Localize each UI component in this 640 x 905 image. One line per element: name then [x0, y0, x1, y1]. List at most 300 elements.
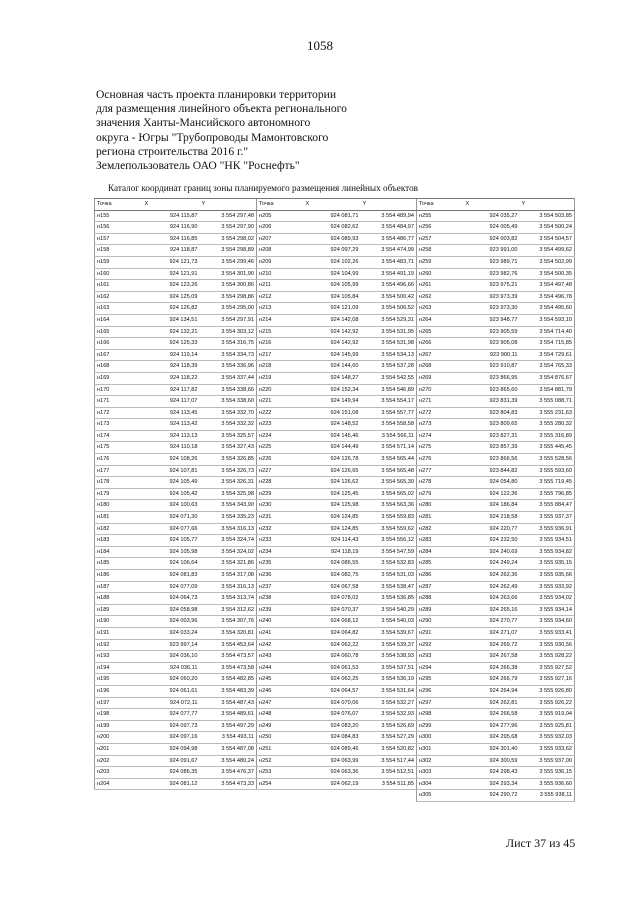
- y-coordinate: 3 554 298,89: [200, 245, 257, 257]
- table-row: [417, 245, 575, 257]
- table-row: [257, 616, 417, 628]
- table-row: [417, 338, 575, 350]
- y-coordinate: 3 554 336,96: [200, 361, 257, 373]
- x-coordinate: 923 905,08: [464, 338, 520, 350]
- x-coordinate: 924 105,49: [143, 477, 200, 489]
- x-coordinate: 924 262,49: [464, 581, 520, 593]
- y-coordinate: 3 554 532,27: [361, 697, 417, 709]
- table-row: [95, 570, 257, 582]
- table-row: [257, 291, 417, 303]
- point-id: н293: [417, 651, 464, 663]
- table-row: [257, 651, 417, 663]
- x-coordinate: 924 082,75: [304, 570, 361, 582]
- point-id: н269: [417, 372, 464, 384]
- table-row: [95, 222, 257, 234]
- point-id: н285: [417, 558, 464, 570]
- point-id: н304: [417, 778, 464, 790]
- point-id: н218: [257, 361, 304, 373]
- table-row: [417, 454, 575, 466]
- table-row: [417, 593, 575, 605]
- table-row: [95, 210, 257, 222]
- y-coordinate: 3 554 316,75: [200, 338, 257, 350]
- point-id: н208: [257, 245, 304, 257]
- x-coordinate: 924 218,58: [464, 512, 520, 524]
- y-coordinate: 3 554 593,10: [520, 314, 575, 326]
- table-row: [95, 291, 257, 303]
- y-coordinate: 3 554 337,44: [200, 372, 257, 384]
- table-row: [257, 767, 417, 779]
- x-coordinate: 924 005,49: [464, 222, 520, 234]
- y-coordinate: 3 554 565,48: [361, 465, 417, 477]
- point-id: н230: [257, 500, 304, 512]
- y-coordinate: 3 554 536,85: [361, 593, 417, 605]
- table-body: [257, 210, 417, 790]
- x-coordinate: 924 107,81: [143, 465, 200, 477]
- y-coordinate: 3 554 536,19: [361, 674, 417, 686]
- x-coordinate: 924 290,72: [464, 790, 520, 802]
- x-coordinate: 924 145,46: [304, 430, 361, 442]
- table-row: [417, 326, 575, 338]
- table-row: [417, 570, 575, 582]
- x-coordinate: 923 905,59: [464, 326, 520, 338]
- table-row: [257, 488, 417, 500]
- point-id: н290: [417, 616, 464, 628]
- x-coordinate: 924 062,19: [304, 778, 361, 790]
- table-row: [95, 396, 257, 408]
- point-id: н156: [95, 222, 143, 234]
- x-coordinate: 924 089,46: [304, 743, 361, 755]
- table-row: [417, 442, 575, 454]
- table-caption: Каталог координат границ зоны планируемого размещения линейных объектов: [108, 183, 419, 193]
- x-coordinate: 924 105,99: [304, 280, 361, 292]
- title-line: Землепользователь ОАО "НК "Роснефть": [96, 159, 300, 173]
- table-row: [95, 732, 257, 744]
- table-row: [417, 755, 575, 767]
- x-coordinate: 923 910,87: [464, 361, 520, 373]
- table-row: [95, 627, 257, 639]
- y-coordinate: 3 554 532,83: [361, 558, 417, 570]
- table-row: [417, 280, 575, 292]
- table-row: [417, 685, 575, 697]
- y-coordinate: 3 554 334,73: [200, 349, 257, 361]
- point-id: н188: [95, 593, 143, 605]
- point-id: н296: [417, 685, 464, 697]
- x-coordinate: 923 844,82: [464, 465, 520, 477]
- table-row: [95, 326, 257, 338]
- header-y: Y: [361, 199, 417, 211]
- table-row: [417, 268, 575, 280]
- x-coordinate: 924 072,11: [143, 697, 200, 709]
- point-id: н200: [95, 732, 143, 744]
- coordinates-table-1: [94, 198, 257, 790]
- x-coordinate: 924 116,85: [143, 233, 200, 245]
- point-id: н185: [95, 558, 143, 570]
- y-coordinate: 3 555 926,22: [520, 697, 575, 709]
- point-id: н263: [417, 303, 464, 315]
- point-id: н215: [257, 326, 304, 338]
- table-row: [257, 477, 417, 489]
- point-id: н251: [257, 743, 304, 755]
- y-coordinate: 3 554 338,66: [200, 384, 257, 396]
- table-row: [417, 488, 575, 500]
- y-coordinate: 3 554 538,93: [361, 651, 417, 663]
- y-coordinate: 3 555 928,22: [520, 651, 575, 663]
- point-id: н214: [257, 314, 304, 326]
- y-coordinate: 3 554 476,37: [200, 767, 257, 779]
- x-coordinate: 924 124,85: [304, 512, 361, 524]
- y-coordinate: 3 555 884,47: [520, 500, 575, 512]
- table-row: [95, 372, 257, 384]
- point-id: н295: [417, 674, 464, 686]
- x-coordinate: 924 062,25: [304, 674, 361, 686]
- y-coordinate: 3 554 482,85: [200, 674, 257, 686]
- table-row: [257, 245, 417, 257]
- x-coordinate: 924 266,58: [464, 709, 520, 721]
- point-id: н261: [417, 280, 464, 292]
- x-coordinate: 924 062,22: [304, 639, 361, 651]
- x-coordinate: 924 144,60: [304, 361, 361, 373]
- y-coordinate: 3 554 483,39: [200, 685, 257, 697]
- x-coordinate: 923 982,76: [464, 268, 520, 280]
- y-coordinate: 3 554 299,46: [200, 256, 257, 268]
- y-coordinate: 3 555 933,92: [520, 581, 575, 593]
- table-row: [95, 709, 257, 721]
- x-coordinate: 924 077,77: [143, 709, 200, 721]
- point-id: н169: [95, 372, 143, 384]
- y-coordinate: 3 554 499,62: [520, 245, 575, 257]
- table-row: [257, 512, 417, 524]
- x-coordinate: 924 071,30: [143, 512, 200, 524]
- y-coordinate: 3 554 500,42: [361, 291, 417, 303]
- point-id: н237: [257, 581, 304, 593]
- x-coordinate: 924 070,37: [304, 604, 361, 616]
- table-row: [257, 685, 417, 697]
- y-coordinate: 3 554 558,58: [361, 419, 417, 431]
- y-coordinate: 3 554 496,66: [361, 280, 417, 292]
- x-coordinate: 924 077,09: [143, 581, 200, 593]
- table-row: [95, 558, 257, 570]
- y-coordinate: 3 554 531,64: [361, 685, 417, 697]
- point-id: н253: [257, 767, 304, 779]
- y-coordinate: 3 554 473,33: [200, 778, 257, 790]
- table-row: [95, 280, 257, 292]
- x-coordinate: 924 061,61: [143, 685, 200, 697]
- y-coordinate: 3 554 500,24: [520, 222, 575, 234]
- point-id: н288: [417, 593, 464, 605]
- point-id: н233: [257, 535, 304, 547]
- title-line: региона строительства 2016 г.": [96, 144, 249, 158]
- table-row: [417, 233, 575, 245]
- table-row: [257, 627, 417, 639]
- point-id: н289: [417, 604, 464, 616]
- table-row: [95, 430, 257, 442]
- table-row: [417, 616, 575, 628]
- x-coordinate: 924 076,07: [304, 709, 361, 721]
- point-id: н196: [95, 685, 143, 697]
- point-id: н282: [417, 523, 464, 535]
- point-id: н162: [95, 291, 143, 303]
- point-id: н175: [95, 442, 143, 454]
- x-coordinate: 924 110,18: [143, 442, 200, 454]
- table-row: [95, 303, 257, 315]
- table-row: [417, 627, 575, 639]
- y-coordinate: 3 554 312,62: [200, 604, 257, 616]
- y-coordinate: 3 554 298,86: [200, 291, 257, 303]
- table-row: [417, 720, 575, 732]
- x-coordinate: 924 264,94: [464, 685, 520, 697]
- table-row: [95, 477, 257, 489]
- y-coordinate: 3 554 532,93: [361, 709, 417, 721]
- y-coordinate: 3 554 529,31: [361, 314, 417, 326]
- x-coordinate: 923 973,39: [464, 291, 520, 303]
- y-coordinate: 3 555 937,00: [520, 755, 575, 767]
- y-coordinate: 3 554 327,43: [200, 442, 257, 454]
- table-row: [95, 407, 257, 419]
- x-coordinate: 924 097,29: [304, 245, 361, 257]
- table-row: [417, 604, 575, 616]
- x-coordinate: 924 270,77: [464, 616, 520, 628]
- point-id: н179: [95, 488, 143, 500]
- table-row: [95, 685, 257, 697]
- x-coordinate: 924 220,77: [464, 523, 520, 535]
- table-row: [95, 419, 257, 431]
- y-coordinate: 3 554 495,60: [520, 303, 575, 315]
- x-coordinate: 923 857,39: [464, 442, 520, 454]
- table-row: [95, 535, 257, 547]
- x-coordinate: 924 089,93: [304, 233, 361, 245]
- title-line: для размещения линейного объекта регионального: [96, 102, 347, 116]
- y-coordinate: 3 555 528,56: [520, 454, 575, 466]
- y-coordinate: 3 555 935,66: [520, 570, 575, 582]
- coordinates-table-3: [416, 198, 575, 802]
- point-id: н180: [95, 500, 143, 512]
- header-x: X: [304, 199, 361, 211]
- point-id: н246: [257, 685, 304, 697]
- table-row: [417, 303, 575, 315]
- table-row: [95, 256, 257, 268]
- sheet-number: Лист 37 из 45: [506, 836, 576, 850]
- table-row: [417, 512, 575, 524]
- x-coordinate: 924 084,83: [304, 732, 361, 744]
- x-coordinate: 924 186,84: [464, 500, 520, 512]
- table-row: [257, 709, 417, 721]
- x-coordinate: 924 121,91: [143, 268, 200, 280]
- x-coordinate: 924 086,55: [304, 558, 361, 570]
- y-coordinate: 3 555 930,56: [520, 639, 575, 651]
- y-coordinate: 3 554 313,74: [200, 593, 257, 605]
- y-coordinate: 3 554 563,36: [361, 500, 417, 512]
- table-row: [257, 349, 417, 361]
- point-id: н223: [257, 419, 304, 431]
- point-id: н270: [417, 384, 464, 396]
- table-row: [95, 512, 257, 524]
- x-coordinate: 924 132,21: [143, 326, 200, 338]
- x-coordinate: 924 122,36: [464, 488, 520, 500]
- x-coordinate: 924 064,57: [304, 685, 361, 697]
- x-coordinate: 924 081,71: [304, 210, 361, 222]
- x-coordinate: 924 121,73: [143, 256, 200, 268]
- x-coordinate: 924 145,99: [304, 349, 361, 361]
- y-coordinate: 3 555 935,15: [520, 558, 575, 570]
- x-coordinate: 924 123,26: [143, 280, 200, 292]
- point-id: н190: [95, 616, 143, 628]
- point-id: н236: [257, 570, 304, 582]
- point-id: н206: [257, 222, 304, 234]
- x-coordinate: 924 064,82: [304, 627, 361, 639]
- table-row: [417, 558, 575, 570]
- table-row: [257, 662, 417, 674]
- point-id: н220: [257, 384, 304, 396]
- table-row: [417, 674, 575, 686]
- title-line: округа - Югры "Трубопроводы Мамонтовского: [96, 130, 329, 144]
- point-id: н213: [257, 303, 304, 315]
- y-coordinate: 3 554 534,13: [361, 349, 417, 361]
- y-coordinate: 3 554 714,40: [520, 326, 575, 338]
- table-row: [257, 500, 417, 512]
- y-coordinate: 3 554 297,91: [200, 314, 257, 326]
- x-coordinate: 924 105,77: [143, 535, 200, 547]
- point-id: н221: [257, 396, 304, 408]
- table-body: [417, 210, 575, 801]
- table-row: [257, 732, 417, 744]
- x-coordinate: 924 125,33: [143, 338, 200, 350]
- x-coordinate: 924 097,73: [143, 720, 200, 732]
- point-id: н245: [257, 674, 304, 686]
- table-row: [257, 256, 417, 268]
- y-coordinate: 3 555 936,15: [520, 767, 575, 779]
- x-coordinate: 924 078,02: [304, 593, 361, 605]
- point-id: н191: [95, 627, 143, 639]
- x-coordinate: 924 060,20: [143, 674, 200, 686]
- table-row: [417, 709, 575, 721]
- table-row: [95, 523, 257, 535]
- point-id: н276: [417, 454, 464, 466]
- table-row: [417, 314, 575, 326]
- point-id: н155: [95, 210, 143, 222]
- y-coordinate: 3 554 297,48: [200, 210, 257, 222]
- table-row: [417, 697, 575, 709]
- y-coordinate: 3 554 497,29: [200, 720, 257, 732]
- table-row: [95, 778, 257, 790]
- point-id: н167: [95, 349, 143, 361]
- y-coordinate: 3 554 489,61: [200, 709, 257, 721]
- point-id: н287: [417, 581, 464, 593]
- y-coordinate: 3 555 316,89: [520, 430, 575, 442]
- y-coordinate: 3 555 593,60: [520, 465, 575, 477]
- y-coordinate: 3 554 489,94: [361, 210, 417, 222]
- table-row: [95, 743, 257, 755]
- point-id: н198: [95, 709, 143, 721]
- y-coordinate: 3 554 332,32: [200, 419, 257, 431]
- y-coordinate: 3 554 295,00: [200, 303, 257, 315]
- point-id: н222: [257, 407, 304, 419]
- point-id: н212: [257, 291, 304, 303]
- y-coordinate: 3 554 729,61: [520, 349, 575, 361]
- point-id: н166: [95, 338, 143, 350]
- point-id: н168: [95, 361, 143, 373]
- x-coordinate: 924 119,14: [143, 349, 200, 361]
- x-coordinate: 924 118,87: [143, 245, 200, 257]
- point-id: н210: [257, 268, 304, 280]
- x-coordinate: 924 262,81: [464, 697, 520, 709]
- y-coordinate: 3 554 474,99: [361, 245, 417, 257]
- point-id: н182: [95, 523, 143, 535]
- point-id: н195: [95, 674, 143, 686]
- y-coordinate: 3 554 540,29: [361, 604, 417, 616]
- table-row: [95, 755, 257, 767]
- table-row: [95, 639, 257, 651]
- y-coordinate: 3 554 502,99: [520, 256, 575, 268]
- table-row: [257, 743, 417, 755]
- table-row: [257, 720, 417, 732]
- y-coordinate: 3 554 542,55: [361, 372, 417, 384]
- y-coordinate: 3 554 335,23: [200, 512, 257, 524]
- point-id: н280: [417, 500, 464, 512]
- table-row: [257, 361, 417, 373]
- y-coordinate: 3 554 486,77: [361, 233, 417, 245]
- point-id: н228: [257, 477, 304, 489]
- y-coordinate: 3 555 088,71: [520, 396, 575, 408]
- x-coordinate: 923 948,77: [464, 314, 520, 326]
- point-id: н255: [417, 210, 464, 222]
- header-y: Y: [200, 199, 257, 211]
- y-coordinate: 3 554 881,79: [520, 384, 575, 396]
- y-coordinate: 3 555 933,41: [520, 627, 575, 639]
- x-coordinate: 924 293,34: [464, 778, 520, 790]
- x-coordinate: 924 249,24: [464, 558, 520, 570]
- x-coordinate: 923 809,65: [464, 419, 520, 431]
- y-coordinate: 3 555 927,52: [520, 662, 575, 674]
- x-coordinate: 924 070,06: [304, 697, 361, 709]
- table-row: [417, 523, 575, 535]
- table-row: [417, 535, 575, 547]
- y-coordinate: 3 555 919,04: [520, 709, 575, 721]
- table-header-row: [257, 199, 417, 211]
- y-coordinate: 3 554 324,02: [200, 546, 257, 558]
- table-row: [257, 535, 417, 547]
- y-coordinate: 3 554 493,11: [200, 732, 257, 744]
- x-coordinate: 924 081,83: [143, 570, 200, 582]
- point-id: н159: [95, 256, 143, 268]
- x-coordinate: 924 277,96: [464, 720, 520, 732]
- table-row: [95, 442, 257, 454]
- point-id: н173: [95, 419, 143, 431]
- point-id: н281: [417, 512, 464, 524]
- y-coordinate: 3 554 540,03: [361, 616, 417, 628]
- point-id: н170: [95, 384, 143, 396]
- y-coordinate: 3 554 324,74: [200, 535, 257, 547]
- x-coordinate: 924 102,26: [304, 256, 361, 268]
- y-coordinate: 3 555 934,14: [520, 604, 575, 616]
- x-coordinate: 924 058,98: [143, 604, 200, 616]
- y-coordinate: 3 554 496,78: [520, 291, 575, 303]
- point-id: н201: [95, 743, 143, 755]
- table-row: [95, 465, 257, 477]
- point-id: н274: [417, 430, 464, 442]
- y-coordinate: 3 554 512,51: [361, 767, 417, 779]
- y-coordinate: 3 554 527,29: [361, 732, 417, 744]
- point-id: н301: [417, 743, 464, 755]
- y-coordinate: 3 554 480,24: [200, 755, 257, 767]
- x-coordinate: 924 269,72: [464, 639, 520, 651]
- x-coordinate: 924 054,80: [464, 477, 520, 489]
- x-coordinate: 924 298,43: [464, 767, 520, 779]
- point-id: н184: [95, 546, 143, 558]
- x-coordinate: 924 124,85: [304, 523, 361, 535]
- y-coordinate: 3 554 715,85: [520, 338, 575, 350]
- y-coordinate: 3 554 511,85: [361, 778, 417, 790]
- point-id: н227: [257, 465, 304, 477]
